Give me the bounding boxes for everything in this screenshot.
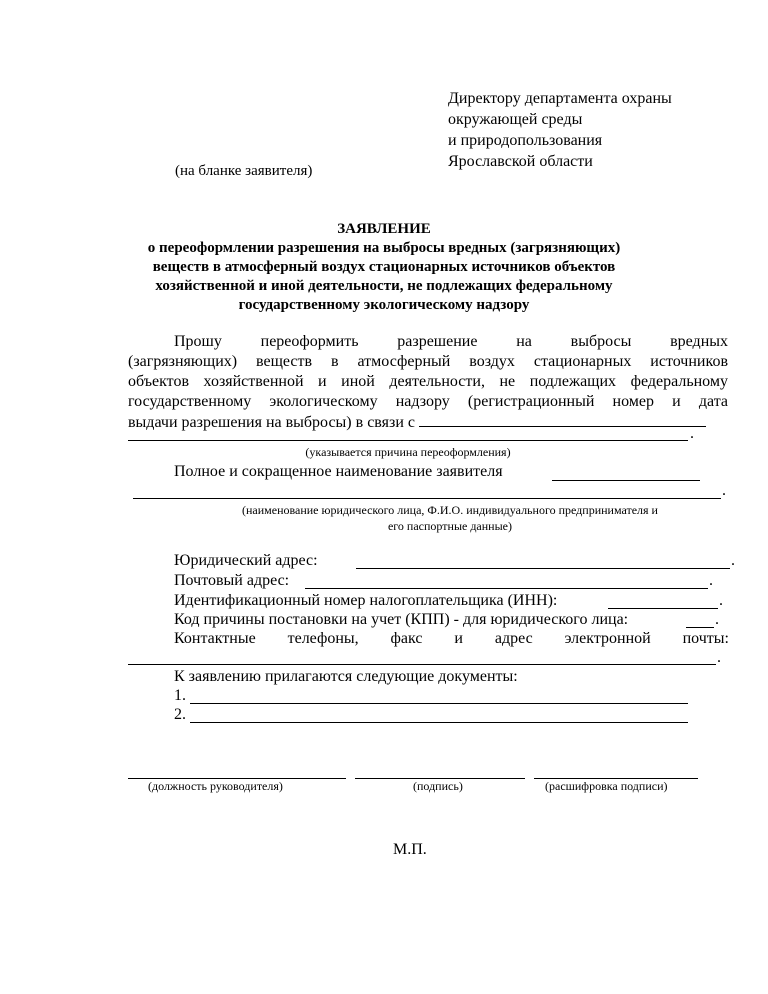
request-line: объектов хозяйственной и иной деятельности, не подлежащих федеральному	[128, 373, 728, 390]
applicant-hint-line: его паспортные данные)	[387, 519, 512, 533]
attachments-label: К заявлению прилагаются следующие документы:	[174, 668, 518, 685]
reason-hint: (указывается причина переоформления)	[305, 445, 511, 459]
title-line: государственному экологическому надзору	[238, 297, 530, 313]
attachment-field-1[interactable]	[190, 703, 688, 704]
postal-address-label: Почтовый адрес:	[174, 572, 290, 589]
addressee-block	[448, 88, 672, 172]
period: .	[719, 592, 723, 609]
request-line: государственному экологическому надзору (регистрационный номер и дата	[128, 393, 728, 410]
inn-field[interactable]	[608, 608, 718, 609]
request-line-last	[128, 412, 728, 433]
period: .	[717, 649, 721, 666]
title-line: веществ в атмосферный воздух стационарных источников объектов	[152, 259, 616, 275]
period: .	[709, 572, 713, 589]
decode-caption: (расшифровка подписи)	[545, 779, 668, 793]
contacts-field[interactable]	[128, 664, 716, 665]
inn-label: Идентификационный номер налогоплательщика (ИНН):	[174, 592, 558, 609]
legal-address-label: Юридический адрес:	[174, 552, 318, 569]
stamp-mark: М.П.	[393, 841, 427, 858]
reason-field[interactable]	[128, 440, 688, 441]
registration-number-field[interactable]	[419, 412, 706, 427]
kpp-field[interactable]	[686, 627, 714, 628]
title-line: о переоформлении разрешения на выбросы вредных (загрязняющих)	[147, 240, 621, 256]
kpp-label: Код причины постановки на учет (КПП) - для юридического лица:	[174, 611, 629, 628]
applicant-name-field[interactable]	[552, 480, 700, 481]
attachment-field-2[interactable]	[190, 722, 688, 723]
attachment-number: 1.	[174, 687, 186, 704]
addressee-line: Ярославской области	[448, 153, 593, 170]
attachment-number: 2.	[174, 706, 186, 723]
period: .	[715, 611, 719, 628]
signature-caption: (подпись)	[413, 779, 463, 793]
title-line: хозяйственной и иной деятельности, не подлежащих федеральному	[155, 278, 613, 294]
period: .	[722, 482, 726, 499]
applicant-hint-line: (наименование юридического лица, Ф.И.О. индивидуального предпринимателя и	[242, 503, 658, 517]
title-heading: ЗАЯВЛЕНИЕ	[337, 221, 431, 237]
postal-address-field[interactable]	[305, 588, 708, 589]
addressee-line: и природопользования	[448, 132, 603, 149]
request-paragraph	[128, 332, 728, 433]
request-line: выдачи разрешения на выбросы) в связи с	[128, 414, 415, 431]
legal-address-field[interactable]	[356, 568, 730, 569]
document-title	[110, 220, 658, 315]
position-caption: (должность руководителя)	[148, 779, 283, 793]
blank-note: (на бланке заявителя)	[175, 163, 313, 179]
applicant-label: Полное и сокращенное наименование заявителя	[174, 463, 503, 480]
request-line: Прошу переоформить разрешение на выбросы вредных	[174, 333, 728, 350]
addressee-line: окружающей среды	[448, 111, 583, 128]
applicant-name-field-2[interactable]	[133, 498, 721, 499]
request-line: (загрязняющих) веществ в атмосферный воздух стационарных источников	[128, 353, 728, 370]
period: .	[731, 552, 735, 569]
applicant-hint	[140, 502, 760, 534]
addressee-line: Директору департамента охраны	[448, 90, 672, 107]
contacts-label: Контактные телефоны, факс и адрес электронной почты:	[174, 630, 729, 647]
period: .	[690, 425, 694, 442]
